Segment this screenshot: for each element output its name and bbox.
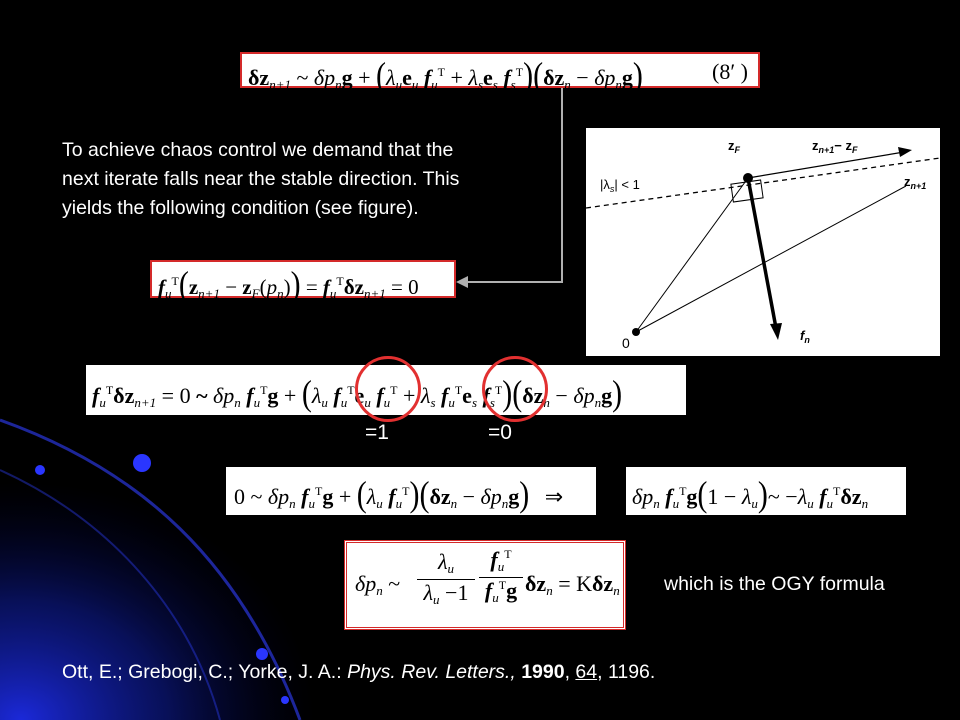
- zn1-label: $z_{n+1}$: [904, 174, 927, 191]
- result-equation: $\delta p_n$ $f_u^Tg(1$ − $\lambda_u)\sim -\lambda_u$ $f_u^T\delta z_n$: [626, 467, 906, 515]
- ogy-rhs: $\delta z_n = K\delta z_n$: [525, 571, 620, 598]
- explanation-paragraph: [62, 136, 459, 223]
- lambda-label: $|\lambda_s| < 1$: [600, 177, 640, 194]
- citation-volume: 64: [575, 661, 598, 683]
- line-origin-to-zF: [636, 178, 748, 332]
- fn-vector: [748, 178, 776, 328]
- label-equals-one: =1: [365, 421, 389, 444]
- expanded-equation: $f_u^T\delta z_{n+1} = 0$ ~ $\delta p_n$ $f_u^Tg + (\lambda_u$ $f_u^Te_u$ $f_u^T + \lambda_s$ $f_u^Te_s$ $f_s^T)(\delta z_n - \delta p_ng)$: [86, 365, 686, 415]
- diff-arrowhead: [898, 147, 912, 157]
- simplified-equation: 0 ~ $\delta p_n$ $f_u^Tg + (\lambda_u$ $f_u^T)(\delta z_n - \delta p_ng)$ ⇒: [226, 467, 596, 515]
- ogy-caption: which is the OGY formula: [664, 573, 885, 595]
- zF-label: $z_F$: [728, 138, 740, 155]
- label-equals-zero: =0: [488, 421, 512, 444]
- circle-highlight-eu: [355, 356, 421, 422]
- geometry-figure: [586, 128, 940, 356]
- citation-authors: Ott, E.; Grebogi, C.; Yorke, J. A.:: [62, 661, 342, 683]
- citation-year: 1990: [521, 661, 565, 683]
- stable-direction-condition: $f_u^T(z_{n+1} - z_F(p_n)) = f_u^T\delta z_{n+1} = 0$: [150, 260, 456, 298]
- equation-number: (8′ ): [712, 59, 748, 84]
- citation-pages: , 1196.: [597, 661, 656, 683]
- citation-journal: Phys. Rev. Letters.,: [347, 661, 516, 683]
- equation-8-prime: $\delta z_{n+1}$ ~ $\delta p_ng + (\lambda_ue_u$ $f_u^T + \lambda_se_s$ $f_s^T)(\delta z_n - \delta p_ng)$ (8′ ): [240, 52, 760, 88]
- diff-vector: [748, 152, 904, 178]
- origin-point: [632, 328, 640, 336]
- paragraph-line: To achieve chaos control we demand that the: [62, 139, 454, 161]
- fn-label: $f_n$: [800, 328, 810, 345]
- ogy-fraction-f: $f_u^T$ $f_u^Tg$: [479, 547, 523, 606]
- ogy-fraction-lambda: $\lambda_u$ $\lambda_u -1$: [417, 549, 475, 608]
- ogy-lhs: $\delta p_n$ ~: [355, 571, 401, 598]
- ogy-formula-box: [344, 540, 626, 630]
- figure-svg: [586, 128, 940, 356]
- paragraph-line: yields the following condition (see figure).: [62, 197, 419, 219]
- paragraph-line: next iterate falls near the stable direction. This: [62, 168, 460, 190]
- fn-arrowhead: [770, 323, 782, 340]
- diff-label: $z_{n+1}- z_F$: [812, 138, 858, 155]
- circle-highlight-es: [482, 356, 548, 422]
- origin-label: 0: [622, 335, 630, 351]
- citation: Ott, E.; Grebogi, C.; Yorke, J. A.: Phys. Rev. Letters., 1990, 64, 1196.: [62, 661, 656, 683]
- zF-point: [743, 173, 753, 183]
